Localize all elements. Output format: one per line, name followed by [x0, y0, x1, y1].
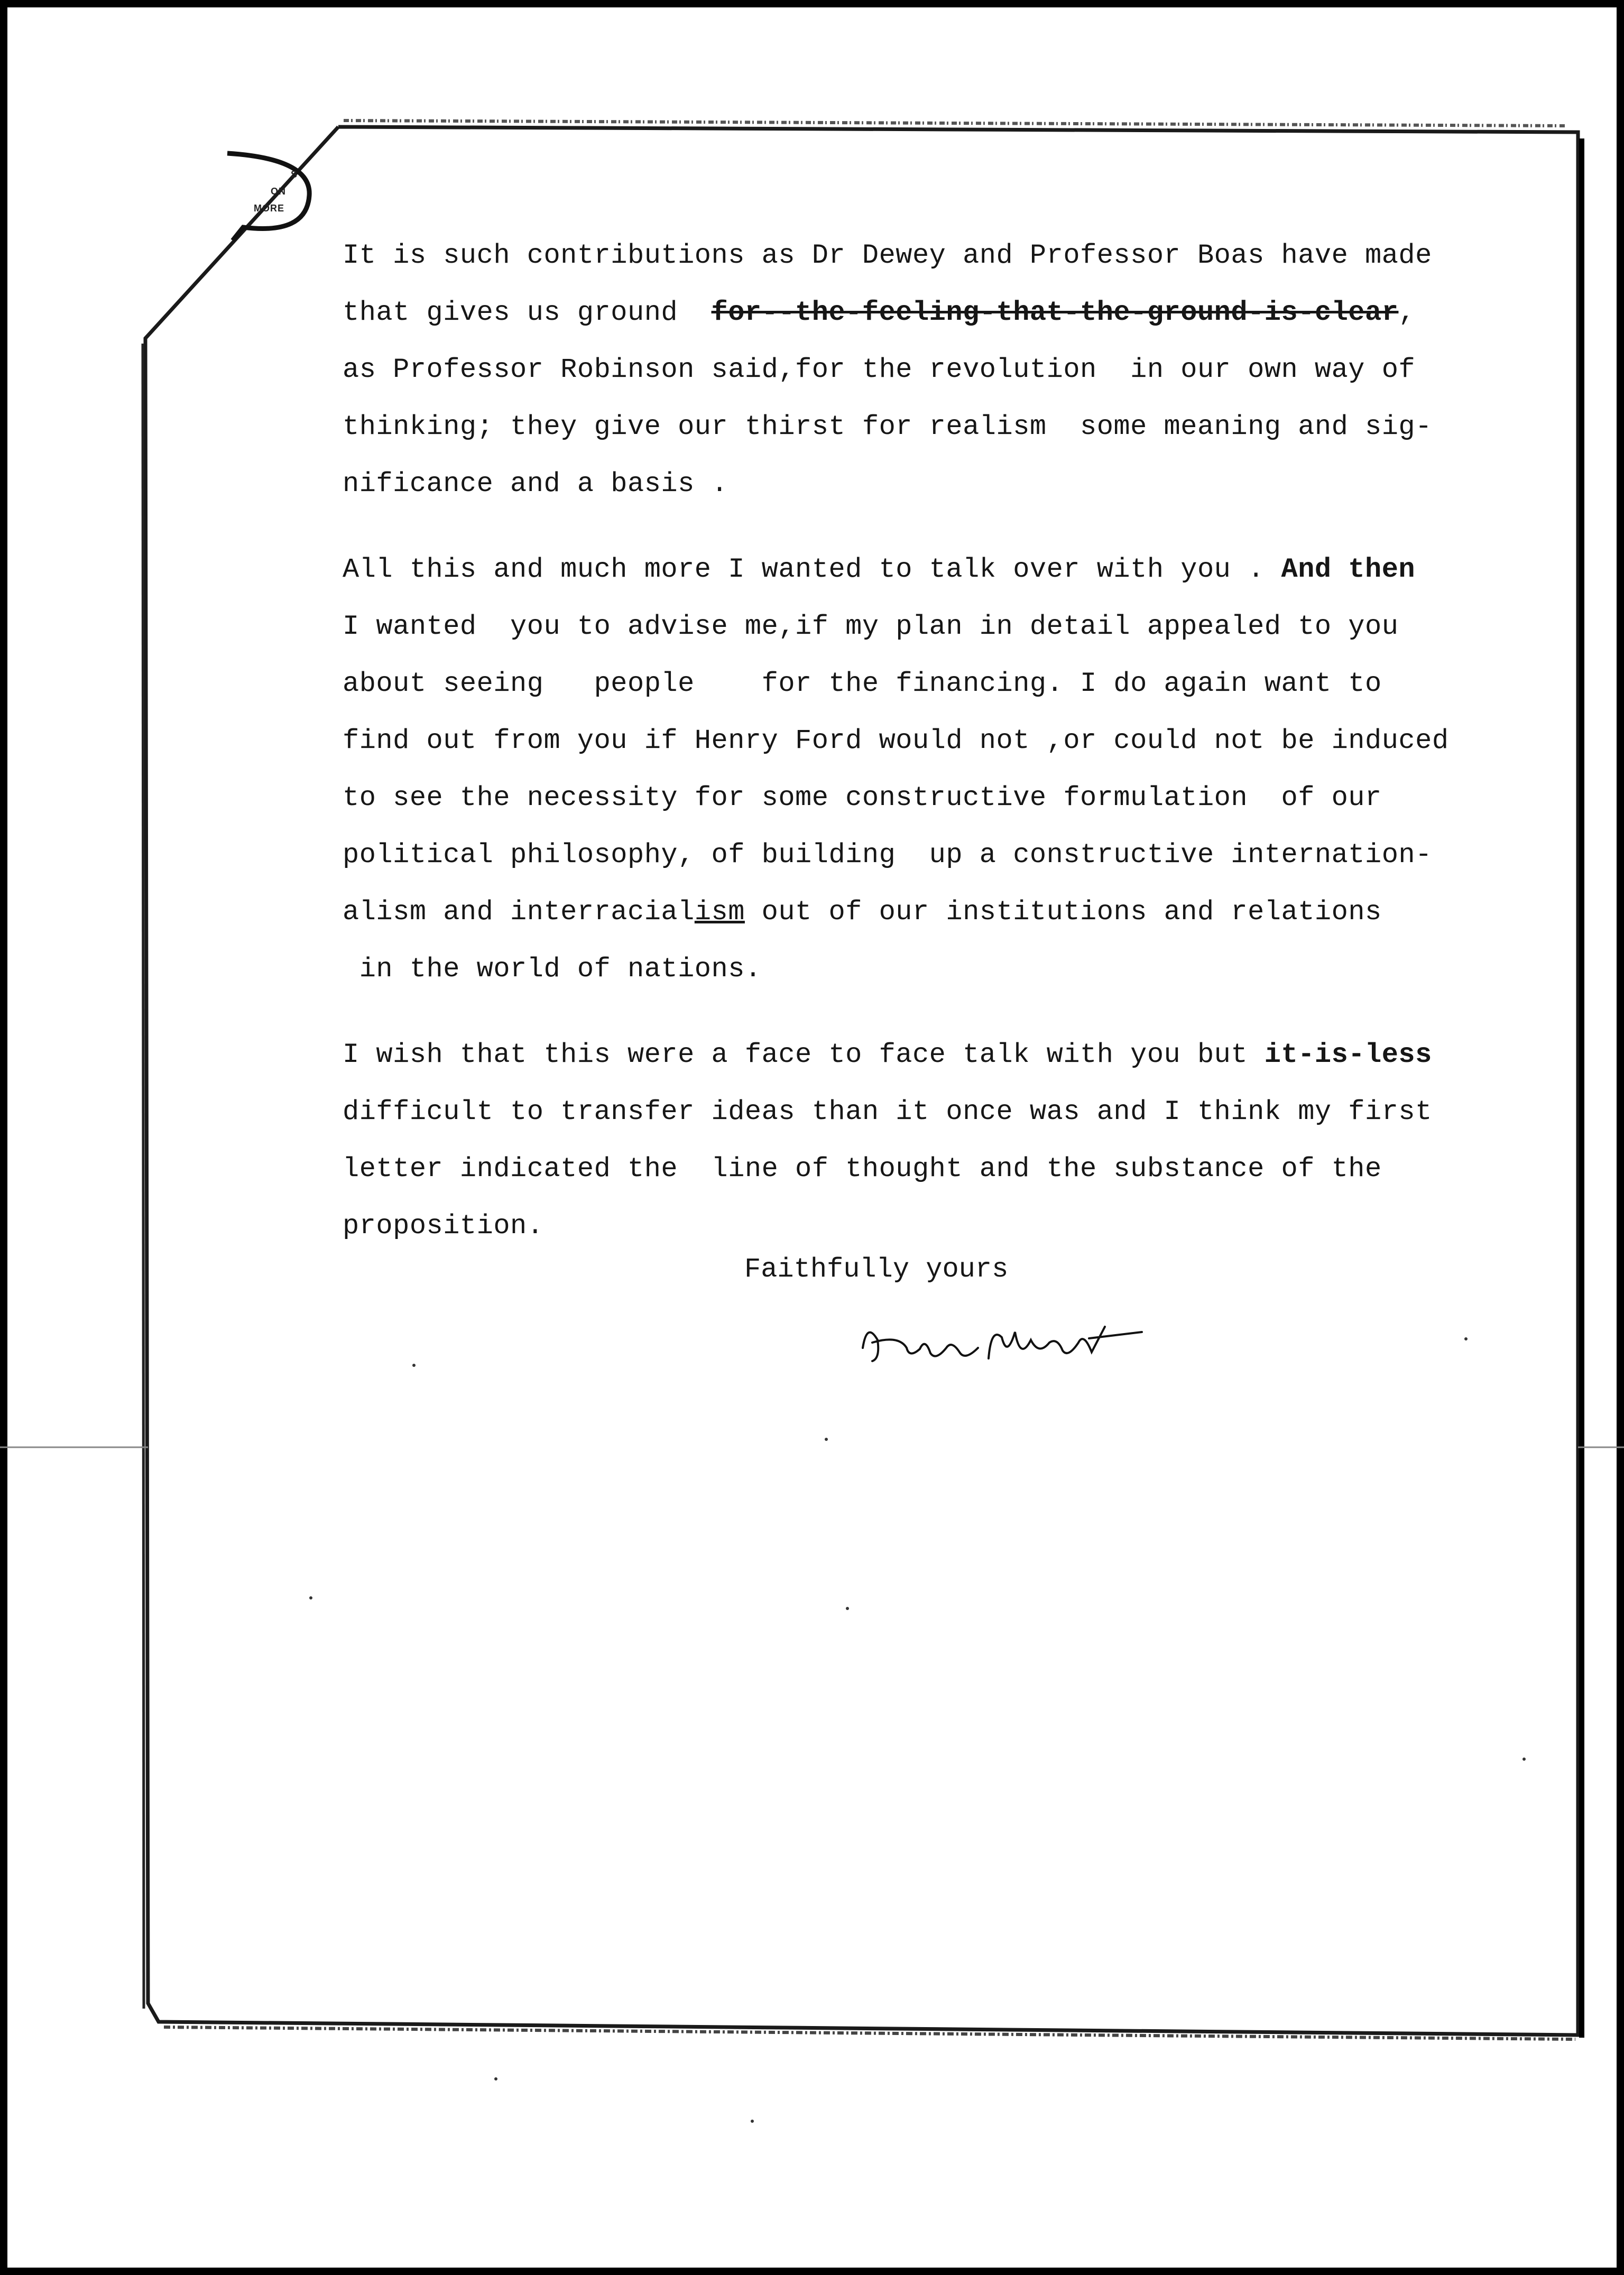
- text-line: [343, 341, 1527, 399]
- text-line: [343, 456, 1527, 513]
- paragraph: [343, 227, 1527, 513]
- text-segment: And then: [1281, 554, 1416, 585]
- paragraph-gap: [343, 998, 1527, 1026]
- paragraph: [343, 541, 1527, 998]
- text-segment: find out from you if Henry Ford would not ,or could not be induced: [343, 725, 1449, 756]
- scan-speck: [751, 2120, 754, 2123]
- scan-speck: [1522, 1758, 1526, 1761]
- text-segment: for--the-feeling-that-the-ground-is-clear: [711, 297, 1399, 328]
- scan-speck: [846, 1607, 849, 1610]
- stamp-line-3: MORE: [254, 203, 284, 214]
- text-segment: it-is-less: [1264, 1039, 1432, 1070]
- text-segment: I wish that this were a face to face talk with you but: [343, 1039, 1265, 1070]
- handwritten-signature: [856, 1311, 1152, 1374]
- text-line: [343, 884, 1527, 941]
- stamp-line-1: S: [291, 169, 298, 180]
- text-segment: I wanted you to advise me,if my plan in detail appealed to you: [343, 611, 1399, 642]
- text-segment: ism: [694, 896, 745, 928]
- text-segment: that gives us ground: [343, 297, 712, 328]
- signature: [856, 1311, 1152, 1374]
- text-line: [343, 1026, 1527, 1084]
- text-segment: about seeing people for the financing. I do again want to: [343, 668, 1382, 699]
- text-line: [343, 284, 1527, 341]
- closing-salutation: Faithfully yours: [744, 1254, 1009, 1285]
- scan-speck: [309, 1596, 312, 1599]
- text-line: [343, 541, 1527, 598]
- text-line: [343, 827, 1527, 884]
- text-line: [343, 1141, 1527, 1198]
- scan-speck: [825, 1438, 828, 1441]
- text-line: [343, 655, 1527, 713]
- scan-speck: [412, 1364, 416, 1367]
- text-segment: All this and much more I wanted to talk over with you .: [343, 554, 1281, 585]
- stamp-line-2: ON: [271, 186, 286, 197]
- text-line: [343, 713, 1527, 770]
- text-line: [343, 770, 1527, 827]
- text-segment: thinking; they give our thirst for realism some meaning and sig-: [343, 411, 1432, 442]
- text-line: [343, 399, 1527, 456]
- text-segment: difficult to transfer ideas than it once was and I think my first: [343, 1096, 1432, 1127]
- text-line: [343, 941, 1527, 998]
- text-line: [343, 598, 1527, 655]
- text-segment: ,: [1398, 297, 1416, 328]
- paragraph: [343, 1026, 1527, 1255]
- text-segment: letter indicated the line of thought and the substance of the: [343, 1153, 1382, 1185]
- text-segment: political philosophy, of building up a constructive internation-: [343, 839, 1432, 871]
- text-segment: to see the necessity for some constructive formulation of our: [343, 782, 1382, 813]
- paragraph-gap: [343, 513, 1527, 541]
- text-segment: alism and interracial: [343, 896, 695, 928]
- letterhead-stamp: [211, 148, 322, 248]
- text-segment: It is such contributions as Dr Dewey and Professor Boas have made: [343, 240, 1432, 271]
- text-line: [343, 1084, 1527, 1141]
- stamp-seal: [211, 148, 322, 248]
- text-line: [343, 1198, 1527, 1255]
- scan-speck: [1464, 1337, 1468, 1340]
- text-segment: as Professor Robinson said,for the revolution in our own way of: [343, 354, 1416, 385]
- text-segment: out of our institutions and relations: [744, 896, 1382, 928]
- letter-body: [343, 227, 1527, 1255]
- scan-speck: [494, 2077, 497, 2080]
- text-segment: proposition.: [343, 1210, 544, 1242]
- text-line: [343, 227, 1527, 284]
- text-segment: nificance and a basis .: [343, 468, 728, 500]
- text-segment: in the world of nations.: [343, 954, 762, 985]
